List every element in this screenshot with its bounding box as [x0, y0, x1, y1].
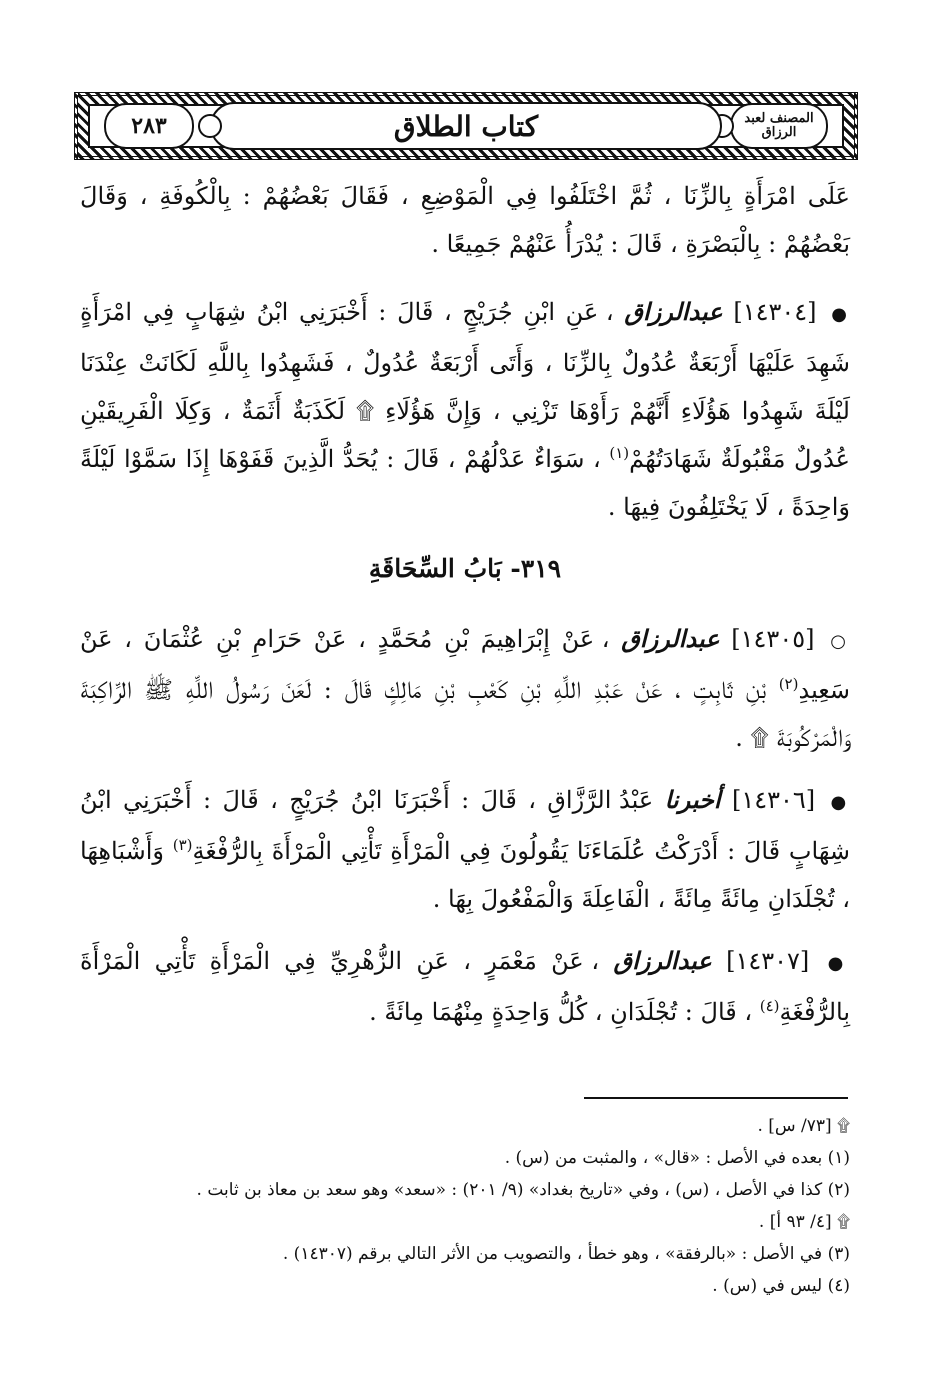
main-text: [80, 172, 850, 1050]
hadith-number: [١٤٣٠٥]: [731, 625, 815, 653]
narrator-name: عبدالرزاق: [621, 624, 720, 653]
hollow-bullet-icon: ○: [830, 631, 850, 652]
hadith-text: ، عَنْ إِبْرَاهِيمَ بْنِ مُحَمَّدٍ ، عَنْ حَرَامِ بْنِ عُثْمَانَ ، عَنْ سَعِيدِ: [80, 625, 850, 704]
header-inner-frame: [88, 104, 844, 148]
page-number: ٢٨٣: [104, 103, 194, 149]
hadith-text: ، عَنِ ابْنِ جُرَيْجٍ ، قَالَ : أَخْبَرَنِي ابْنُ شِهَابٍ فِي امْرَأَةٍ شَهِدَ عَلَيْهَا أَرْبَعَةٌ عُدُولٌ بِالزِّنَا ، وَأَتَى أَرْبَعَةٌ عُدُولٌ ، فَشَهِدُوا بِاللَّهِ لَكَانَتْ عِنْدَنَا لَيْلَةَ شَهِدُوا هَؤُلَاءِ أَنَّهُمْ رَأَوْهَا تَزْنِي ، وَإِنَّ هَؤُلَاءِ ۩ لَكَذَبَةٌ أَثَمَةٌ ، وَكِلَا الْفَرِيقَيْنِ عُدُولٌ مَقْبُولَةٌ شَهَادَتُهُمْ: [80, 298, 850, 473]
page-header: [74, 92, 858, 160]
footnote-ref: (٢): [778, 675, 799, 693]
hadith-14305: [80, 615, 850, 762]
filled-bullet-icon: ●: [830, 792, 850, 813]
hadith-number: [١٤٣٠٤]: [733, 298, 817, 326]
hadith-14304: [80, 288, 850, 531]
filled-bullet-icon: ●: [827, 953, 850, 974]
hadith-text: ، سَوَاءٌ عَدْلُهُمْ ، قَالَ : يُحَدُّ الَّذِينَ قَفَوْهَا إِذَا سَمَّوْا لَيْلَةً وَاحِدَةً ، لَا يَخْتَلِفُونَ فِيهَا .: [80, 445, 850, 521]
footnote: (٢) كذا في الأصل ، (س) ، وفي «تاريخ بغداد» (٩/ ٢٠١) : «سعد» وهو سعد بن معاذ بن ثابت .: [196, 1180, 850, 1200]
hadith-number: [١٤٣٠٦]: [731, 786, 816, 814]
book-title: كتاب الطلاق: [210, 102, 722, 150]
footnote: ۩ [٧٣/ س] .: [757, 1116, 850, 1136]
paragraph-text: عَلَى امْرَأَةٍ بِالزِّنَا ، ثُمَّ اخْتَلَفُوا فِي الْمَوْضِعِ ، فَقَالَ بَعْضُهُمْ : بِالْكُوفَةِ ، وَقَالَ بَعْضُهُمْ : بِالْبَصْرَةِ ، قَالَ : يُدْرَأُ عَنْهُمْ جَمِيعًا .: [80, 182, 850, 258]
filled-bullet-icon: ●: [831, 304, 851, 325]
footnote: ۩ [٤/ ٩٣ أ] .: [758, 1212, 850, 1232]
hadith-text: عَبْدُ الرَّزَّاقِ ، قَالَ : أَخْبَرَنَا ابْنُ جُرَيْجٍ ، قَالَ : أَخْبَرَنِي ابْنُ شِهَابٍ قَالَ : أَدْرَكْتُ عُلَمَاءَنَا يَقُولُونَ فِي الْمَرْأَةِ تَأْتِي الْمَرْأَةَ بِالرُّفْغَةِ: [80, 786, 850, 865]
hadith-text: بْنِ ثَابِتٍ ، عَنْ عَبْدِ اللَّهِ بْنِ كَعْبِ بْنِ مَالِكٍ قَالَ : لَعَنَ رَسُولُ اللَّهِ ﷺ الرَّاكِبَةَ وَالْمَرْكُوبَةَ ۩ .: [80, 676, 850, 752]
footnote: (٣) في الأصل : «بالرفقة» ، وهو خطأ ، والتصويب من الأثر التالي برقم (١٤٣٠٧) .: [282, 1244, 850, 1264]
hadith-text: ، قَالَ : تُجْلَدَانِ ، كُلُّ وَاحِدَةٍ مِنْهُمَا مِائَةً .: [369, 998, 753, 1026]
hadith-14306: [80, 776, 850, 923]
paragraph-continuation: [80, 172, 850, 268]
hadith-14307: [80, 937, 850, 1036]
footnote-ref: (٤): [759, 997, 780, 1015]
footnotes: [80, 1110, 850, 1302]
hadith-number: [١٤٣٠٧]: [726, 947, 810, 975]
narrator-name: عبدالرزاق: [624, 297, 723, 326]
ornament-icon: [198, 114, 222, 138]
footnote: (١) بعده في الأصل : «قال» ، والمثبت من (س) .: [504, 1148, 850, 1168]
narrator-name: أخبرنا: [664, 785, 721, 814]
book-logo: المصنف لعبد الرزاق: [730, 103, 828, 149]
hadith-text: وَأَشْبَاهِهَا ، تُجْلَدَانِ مِائَةً مِائَةً ، الْفَاعِلَةَ وَالْمَفْعُولَ بِهَا .: [80, 837, 850, 913]
narrator-name: عبدالرزاق: [613, 946, 712, 975]
footnote-ref: (١): [609, 444, 630, 462]
footnote: (٤) ليس في (س) .: [712, 1276, 850, 1296]
footnote-ref: (٣): [172, 836, 193, 854]
chapter-heading: ٣١٩- بَابُ السِّحَاقَةِ: [368, 554, 562, 583]
hadith-text: ، عَنْ مَعْمَرٍ ، عَنِ الزُّهْرِيِّ فِي الْمَرْأَةِ تَأْتِي الْمَرْأَةَ بِالرُّفْغَةِ: [80, 947, 850, 1026]
footnote-divider: [584, 1097, 848, 1099]
